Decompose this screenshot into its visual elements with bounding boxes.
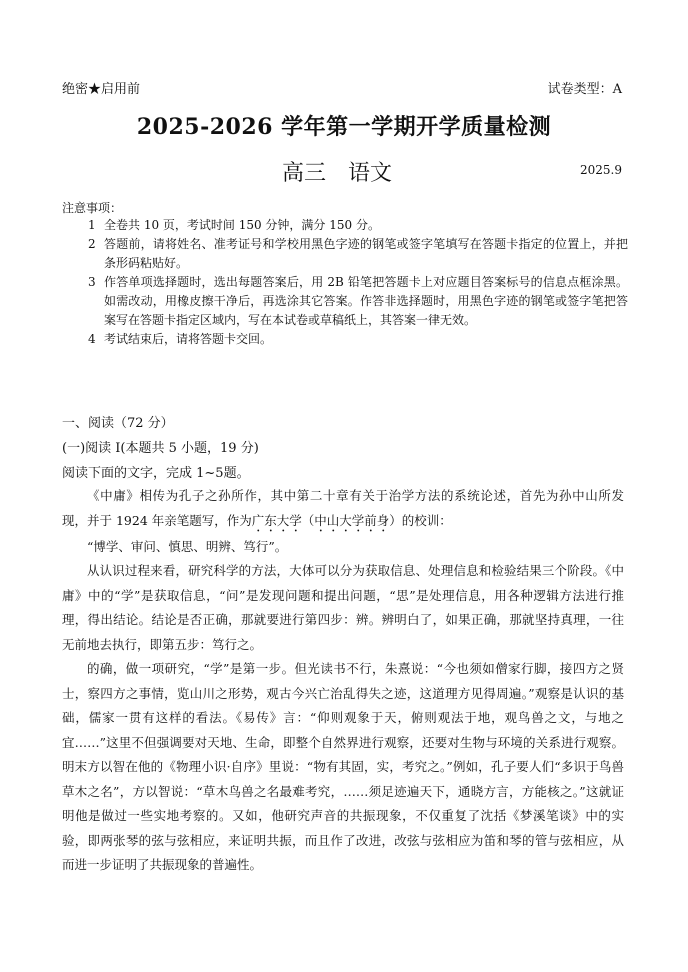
grade: 高三 bbox=[282, 161, 327, 186]
passage-paragraph: “博学、审问、慎思、明辨、笃行”。 bbox=[87, 538, 288, 554]
note-number: 1 bbox=[88, 218, 96, 232]
note-item bbox=[88, 273, 628, 330]
note-number: 2 bbox=[88, 237, 96, 251]
passage-text: 《中庸》相传为孔子之孙所作，其中第二十章有关于治学方法的系统论述，首先为孙中山所发现，并于 1924 年亲笔题写，作为 bbox=[62, 488, 624, 528]
note-item bbox=[88, 216, 628, 235]
notes-list bbox=[88, 216, 628, 349]
sub-section-heading: (一)阅读 I(本题共 5 小题，19 分) bbox=[62, 441, 259, 456]
emphasized-text: 广东大学（中山大学前身） bbox=[251, 512, 402, 528]
course: 语文 bbox=[348, 161, 393, 186]
reading-passage bbox=[62, 484, 624, 878]
paper-type: 试卷类型：A bbox=[547, 82, 622, 97]
note-text: 考试结束后，请将答题卡交回。 bbox=[104, 332, 273, 346]
note-number: 4 bbox=[88, 332, 96, 346]
reading-instruction: 阅读下面的文字，完成 1~5题。 bbox=[62, 466, 250, 481]
section-heading: 一、阅读（72 分） bbox=[62, 416, 174, 431]
note-item bbox=[88, 235, 628, 273]
note-text: 全卷共 10 页，考试时间 150 分钟，满分 150 分。 bbox=[104, 218, 380, 232]
notes-title: 注意事项： bbox=[62, 201, 123, 215]
passage-paragraph: 的确，做一项研究，“学”是第一步。但光读书不行，朱熹说：“今也须如僧家行脚，接四方之贤士，察四方之事情，览山川之形势，观古今兴亡治乱得失之迹，这道理方见得周遍。”观察是认识的基础，儒家一贯有这样的看法。《易传》言：“仰则观象于天，俯则观法于地，观鸟兽之文，与地之宜……”这里不但强调要对天地、生命，即整个自然界进行观察，还要对生物与环境的关系进行观察。明末方以智在他的《物理小识·自序》里说：“物有其固，实，考究之。”例如，孔子要人们“多识于鸟兽草木之名”，方以智说：“草木鸟兽之名最难考究，……须足迹遍天下，通晓方言，方能核之。”这就证明他是做过一些实地考察的。又如，他研究声音的共振现象，不仅重复了沈括《梦溪笔谈》中的实验，即两张琴的弦与弦相应，来证明共振，而且作了改进，改弦与弦相应为笛和琴的管与弦相应，从而进一步证明了共振现象的普遍性。 bbox=[62, 661, 624, 872]
exam-date: 2025.9 bbox=[580, 163, 622, 177]
note-item bbox=[88, 330, 628, 349]
note-text: 答题前，请将姓名、准考证号和学校用黑色字迹的钢笔或签字笔填写在答题卡指定的位置上，并把条形码粘贴好。 bbox=[104, 237, 628, 270]
note-text: 作答单项选择题时，选出每题答案后，用 2B 铅笔把答题卡上对应题目答案标号的信息点框涂黑。如需改动，用橡皮擦干净后，再选涂其它答案。作答非选择题时，用黑色字迹的钢笔或签字笔把答案写在答题卡指定区域内，写在本试卷或草稿纸上，其答案一律无效。 bbox=[104, 275, 628, 327]
passage-paragraph bbox=[62, 484, 624, 535]
subject-line bbox=[282, 156, 392, 187]
passage-text: 的校训： bbox=[401, 512, 452, 528]
passage-paragraph: 从认识过程来看，研究科学的方法，大体可以分为获取信息、处理信息和检验结果三个阶段。《中庸》中的“学”是获取信息，“问”是发现问题和提出问题，“思”是处理信息，用各种逻辑方法进行推理，得出结论。结论是否正确，那就要进行第四步：辨。辨明白了，如果正确，那就坚持真理，一往无前地去执行，即第五步：笃行之。 bbox=[62, 563, 624, 652]
confidential-mark: 绝密★启用前 bbox=[62, 82, 141, 97]
note-number: 3 bbox=[88, 275, 96, 289]
exam-title: 2025-2026 学年第一学期开学质量检测 bbox=[136, 114, 552, 140]
